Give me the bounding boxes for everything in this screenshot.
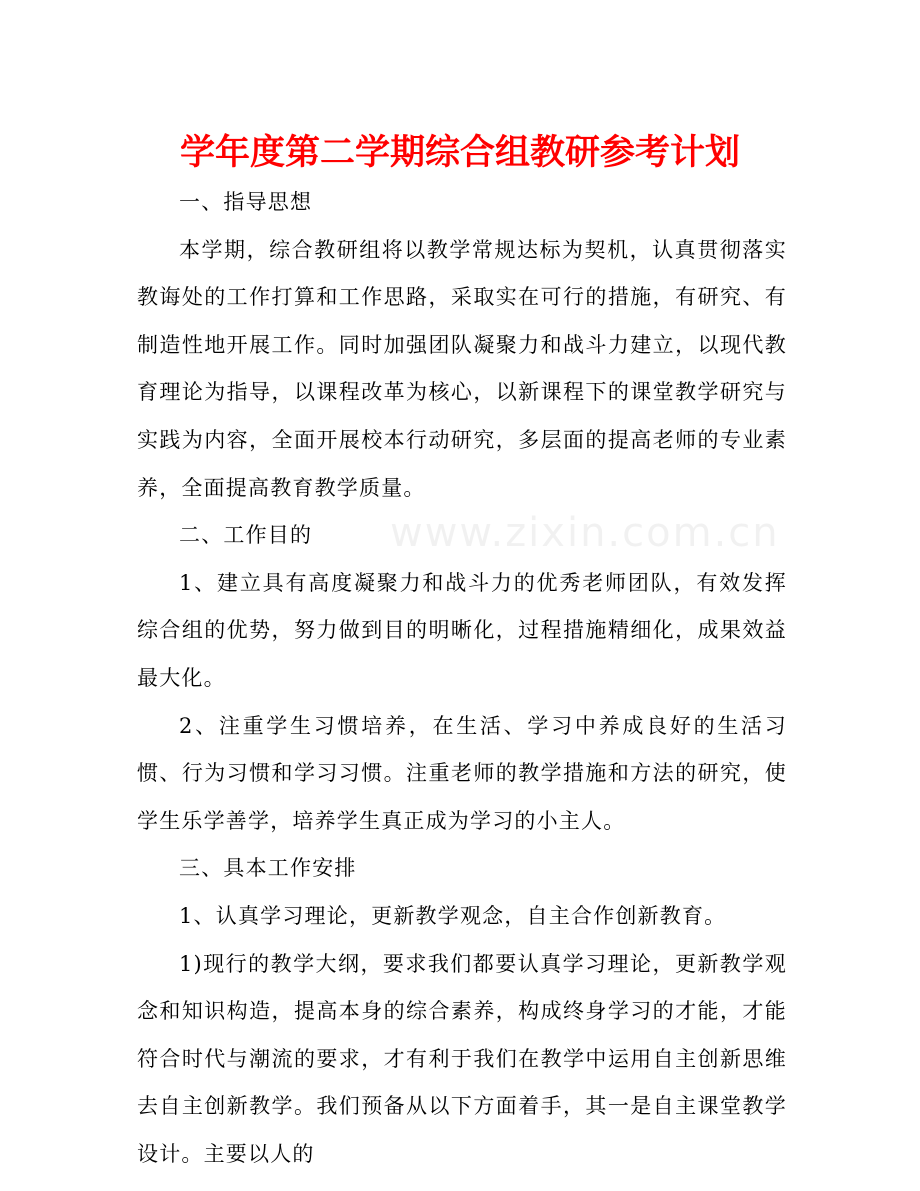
paragraph-guiding-ideology: 本学期，综合教研组将以教学常规达标为契机，认真贯彻落实教诲处的工作打算和工作思路，采取实在可行的措施，有研究、有制造性地开展工作。同时加强团队凝聚力和战斗力建立，以现代教育理论为指导，以课程改革为核心，以新课程下的课堂教学研究与实践为内容，全面开展校本行动研究，多层面的提高老师的专业素养，全面提高教育教学质量。 [137,237,787,500]
watermark: www.zixin.com.cn [390,510,780,556]
paragraph-goal-2: 2、注重学生习惯培养，在生活、学习中养成良好的生活习惯、行为习惯和学习习惯。注重老师的教学措施和方法的研究，使学生乐学善学，培养学生真正成为学习的小主人。 [137,713,787,833]
paragraph-goal-1: 1、建立具有高度凝聚力和战斗力的优秀老师团队，有效发挥综合组的优势，努力做到目的明晰化，过程措施精细化，成果效益最大化。 [137,570,787,690]
paragraph-arrangement-1: 1、认真学习理论，更新教学观念，自主合作创新教育。 [179,903,727,928]
heading-guiding-ideology: 一、指导思想 [179,190,313,214]
heading-work-arrangements: 三、具本工作安排 [179,856,357,881]
heading-work-goals: 二、工作目的 [179,523,313,548]
paragraph-arrangement-1-1: 1)现行的教学大纲，要求我们都要认真学习理论，更新教学观念和知识构造，提高本身的综合素养，构成终身学习的才能，才能符合时代与潮流的要求，才有利于我们在教学中运用自主创新思维去自主创新教学。我们预备从以下方面着手，其一是自主课堂教学设计。主要以人的 [137,951,787,1166]
document-title: 学年度第二学期综合组教研参考计划 [179,133,740,173]
document-body [137,179,787,1178]
